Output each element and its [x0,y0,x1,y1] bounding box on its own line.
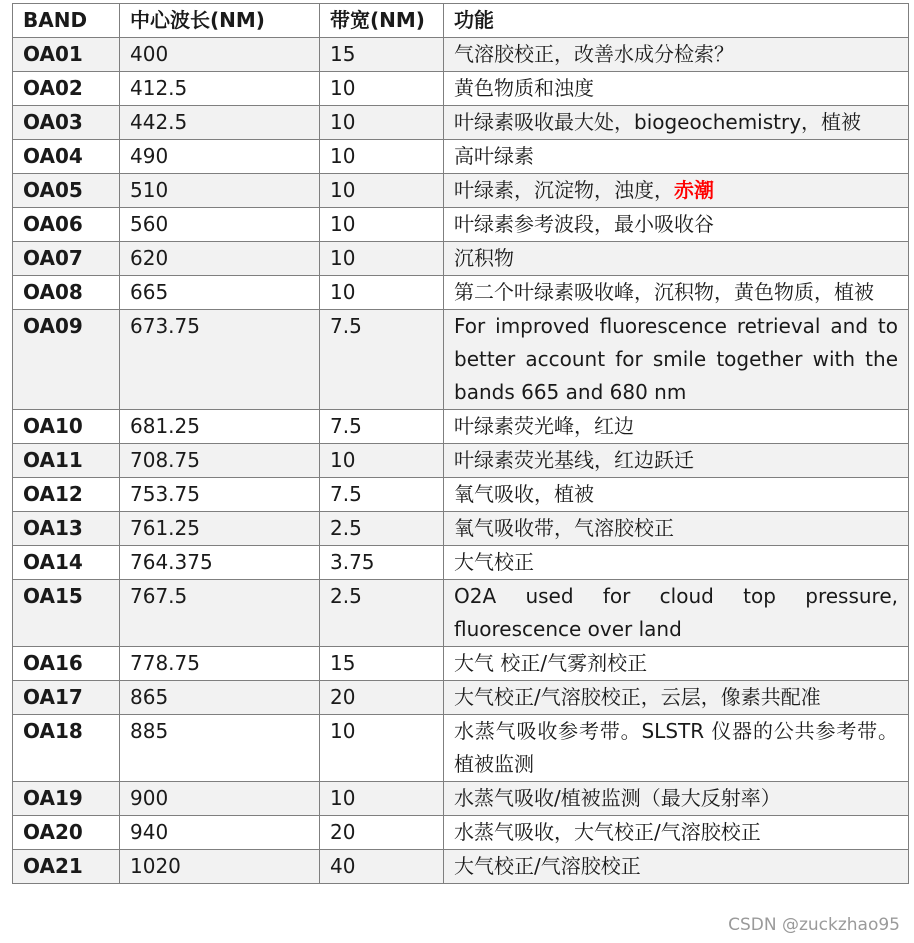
table-row [13,647,909,681]
band-cell: OA06 [13,208,120,242]
band-cell: OA16 [13,647,120,681]
function-text: 气溶胶校正，改善水成分检索？ [454,42,734,66]
function-text: 高叶绿素 [454,144,534,168]
header-row [13,4,909,38]
band-cell: OA10 [13,410,120,444]
function-text: 氧气吸收，植被 [454,482,594,506]
function-text: 叶绿素荧光峰，红边 [454,414,634,438]
center-wavelength-cell: 940 [120,816,320,850]
function-text: For improved fluorescence retrieval and to better account for smile together with the bands 665 and 680 nm [454,314,898,404]
band-cell: OA03 [13,106,120,140]
bandwidth-cell: 10 [320,106,444,140]
bandwidth-cell: 2.5 [320,512,444,546]
center-wavelength-cell: 885 [120,715,320,782]
table-row [13,444,909,478]
bandwidth-cell: 10 [320,72,444,106]
header-bandwidth: 带宽(NM) [320,4,444,38]
band-table [12,3,909,884]
function-text: 氧气吸收带，气溶胶校正 [454,516,674,540]
band-cell: OA21 [13,850,120,884]
center-wavelength-cell: 761.25 [120,512,320,546]
function-text: 叶绿素，沉淀物，浊度， [454,178,674,202]
function-cell [444,208,909,242]
function-text: O2A used for cloud top pressure, fluorescence over land [454,584,898,641]
center-wavelength-cell: 620 [120,242,320,276]
function-cell [444,140,909,174]
table-row [13,106,909,140]
band-cell: OA05 [13,174,120,208]
bandwidth-cell: 2.5 [320,580,444,647]
header-center-wavelength: 中心波长(NM) [120,4,320,38]
bandwidth-cell: 10 [320,174,444,208]
table-row [13,512,909,546]
bandwidth-cell: 7.5 [320,478,444,512]
bandwidth-cell: 40 [320,850,444,884]
band-cell: OA12 [13,478,120,512]
band-cell: OA14 [13,546,120,580]
function-text: 大气 校正/气雾剂校正 [454,651,648,675]
band-cell: OA11 [13,444,120,478]
bandwidth-cell: 10 [320,715,444,782]
function-cell [444,276,909,310]
function-text: 第二个叶绿素吸收峰，沉积物，黄色物质，植被 [454,280,874,304]
function-text: 叶绿素吸收最大处，biogeochemistry，植被 [454,110,862,134]
table-row [13,174,909,208]
function-highlight: 赤潮 [674,178,714,202]
center-wavelength-cell: 764.375 [120,546,320,580]
table-row [13,478,909,512]
band-cell: OA19 [13,782,120,816]
band-cell: OA13 [13,512,120,546]
table-row [13,208,909,242]
center-wavelength-cell: 673.75 [120,310,320,410]
center-wavelength-cell: 400 [120,38,320,72]
center-wavelength-cell: 442.5 [120,106,320,140]
bandwidth-cell: 10 [320,782,444,816]
center-wavelength-cell: 510 [120,174,320,208]
function-cell [444,782,909,816]
band-cell: OA20 [13,816,120,850]
function-text: 水蒸气吸收/植被监测（最大反射率） [454,786,781,810]
center-wavelength-cell: 767.5 [120,580,320,647]
table-row [13,782,909,816]
function-cell [444,816,909,850]
table-row [13,850,909,884]
bandwidth-cell: 7.5 [320,310,444,410]
center-wavelength-cell: 865 [120,681,320,715]
table-row [13,242,909,276]
center-wavelength-cell: 900 [120,782,320,816]
center-wavelength-cell: 681.25 [120,410,320,444]
bandwidth-cell: 20 [320,816,444,850]
band-cell: OA07 [13,242,120,276]
center-wavelength-cell: 708.75 [120,444,320,478]
bandwidth-cell: 7.5 [320,410,444,444]
function-text: 沉积物 [454,246,514,270]
function-cell [444,242,909,276]
band-cell: OA04 [13,140,120,174]
function-cell [444,174,909,208]
center-wavelength-cell: 560 [120,208,320,242]
header-function: 功能 [444,4,909,38]
function-cell [444,850,909,884]
band-cell: OA02 [13,72,120,106]
band-cell: OA15 [13,580,120,647]
function-cell [444,546,909,580]
function-text: 大气校正 [454,550,534,574]
header-band: BAND [13,4,120,38]
function-cell [444,444,909,478]
function-cell [444,478,909,512]
function-cell [444,580,909,647]
center-wavelength-cell: 665 [120,276,320,310]
band-cell: OA09 [13,310,120,410]
function-text: 叶绿素荧光基线，红边跃迁 [454,448,694,472]
function-cell [444,681,909,715]
band-cell: OA18 [13,715,120,782]
function-cell [444,310,909,410]
bandwidth-cell: 10 [320,444,444,478]
function-text: 水蒸气吸收参考带。SLSTR 仪器的公共参考带。植被监测 [454,719,898,776]
function-cell [444,647,909,681]
bandwidth-cell: 10 [320,140,444,174]
table-row [13,140,909,174]
table-row [13,816,909,850]
center-wavelength-cell: 753.75 [120,478,320,512]
bandwidth-cell: 10 [320,242,444,276]
bandwidth-cell: 15 [320,647,444,681]
function-text: 水蒸气吸收，大气校正/气溶胶校正 [454,820,761,844]
table-row [13,38,909,72]
table-row [13,310,909,410]
bandwidth-cell: 10 [320,276,444,310]
function-cell [444,72,909,106]
table-row [13,546,909,580]
bandwidth-cell: 15 [320,38,444,72]
function-cell [444,106,909,140]
center-wavelength-cell: 490 [120,140,320,174]
table-row [13,681,909,715]
bandwidth-cell: 10 [320,208,444,242]
table-row [13,410,909,444]
function-text: 大气校正/气溶胶校正，云层，像素共配准 [454,685,821,709]
band-cell: OA17 [13,681,120,715]
table-row [13,276,909,310]
bandwidth-cell: 3.75 [320,546,444,580]
function-cell [444,38,909,72]
function-text: 大气校正/气溶胶校正 [454,854,641,878]
bandwidth-cell: 20 [320,681,444,715]
center-wavelength-cell: 1020 [120,850,320,884]
function-text: 叶绿素参考波段，最小吸收谷 [454,212,714,236]
function-cell [444,715,909,782]
band-cell: OA08 [13,276,120,310]
table-row [13,580,909,647]
table-row [13,715,909,782]
band-cell: OA01 [13,38,120,72]
center-wavelength-cell: 778.75 [120,647,320,681]
watermark: CSDN @zuckzhao95 [728,915,900,935]
function-text: 黄色物质和浊度 [454,76,594,100]
function-cell [444,512,909,546]
table-row [13,72,909,106]
center-wavelength-cell: 412.5 [120,72,320,106]
function-cell [444,410,909,444]
